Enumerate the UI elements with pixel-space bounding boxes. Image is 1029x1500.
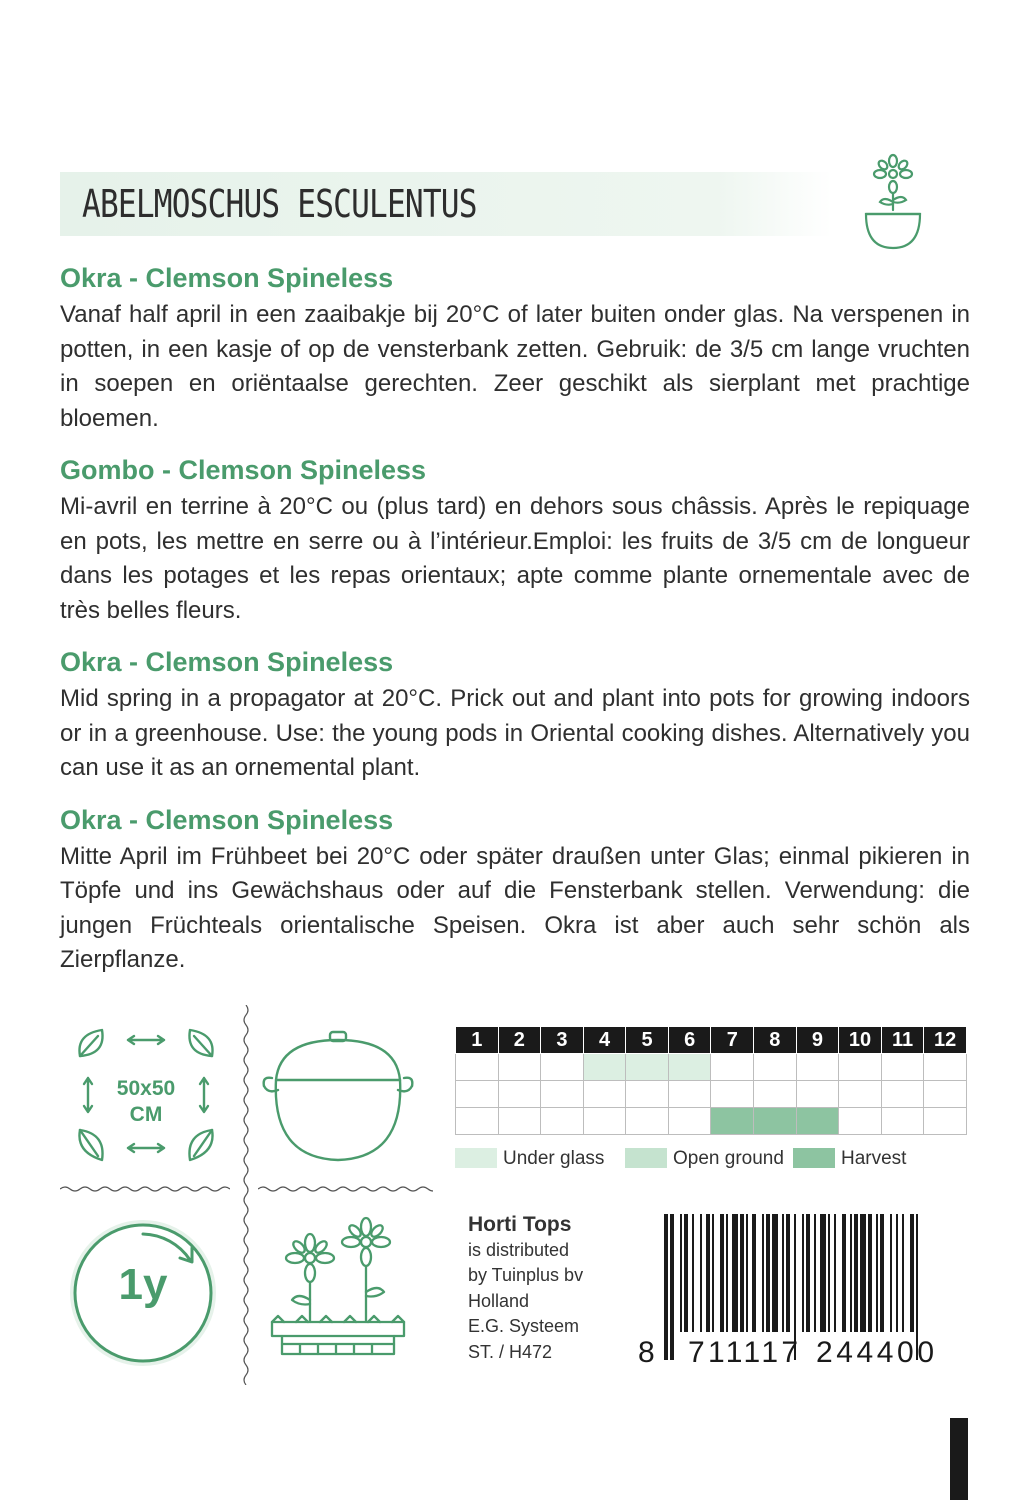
barcode-bar: [910, 1214, 914, 1332]
barcode-bar: [766, 1214, 770, 1332]
barcode-bar: [802, 1214, 804, 1332]
barcode-bar: [680, 1214, 682, 1332]
seedling-tray-icon: [262, 1212, 414, 1364]
barcode-bar: [786, 1214, 790, 1332]
calendar-cell: [498, 1081, 541, 1108]
calendar-cell: [583, 1108, 626, 1135]
barcode-bar: [834, 1214, 836, 1332]
calendar-cell: [541, 1081, 584, 1108]
month-header: 11: [881, 1027, 924, 1054]
calendar-cell: [924, 1081, 967, 1108]
barcode-bar: [854, 1214, 858, 1332]
month-header: 3: [541, 1027, 584, 1054]
calendar-row: [456, 1081, 967, 1108]
section-body: Mitte April im Frühbeet bei 20°C oder später draußen unter Glas; einmal pikieren in Töpfe und ins Gewächshaus oder auf die Fensterbank stellen. Verwendung: die jungen Früchteals orientalische Speisen. Okra ist aber auch sehr schön als Zierpflanze.: [60, 842, 970, 973]
barcode-bar: [860, 1214, 866, 1332]
barcode-bar: [828, 1214, 830, 1332]
barcode-bar: [868, 1214, 872, 1332]
distributor-line: ST. / H472: [468, 1341, 553, 1362]
section-body: Vanaf half april in een zaaibakje bij 20°C of later buiten onder glas. Na verspenen in potten, in een kasje of op de vensterbank zetten. Gebruik: de 3/5 cm lange vruchten in soepen en oriëntaalse gerechten. Zeer geschikt als sierplant met prachtige bloemen.: [60, 301, 970, 432]
barcode-bar: [726, 1214, 728, 1332]
calendar-cell: [924, 1108, 967, 1135]
leaf-icon: [189, 1030, 212, 1056]
barcode-bar: [772, 1214, 778, 1332]
calendar-row: [456, 1054, 967, 1081]
calendar-cell: [839, 1108, 882, 1135]
leaf-icon: [79, 1130, 102, 1160]
month-header: 6: [668, 1027, 711, 1054]
barcode-bar: [806, 1214, 810, 1332]
legend-label: Harvest: [841, 1148, 907, 1169]
barcode-bar: [746, 1214, 748, 1332]
calendar-cell: [796, 1108, 839, 1135]
legend-swatch: [455, 1148, 497, 1168]
barcode-bar: [820, 1214, 826, 1332]
calendar-cell: [796, 1054, 839, 1081]
barcode-bar: [732, 1214, 738, 1332]
barcode-bar: [902, 1214, 904, 1332]
barcode-bar: [850, 1214, 852, 1332]
calendar-cell: [711, 1081, 754, 1108]
calendar-table: [455, 1026, 967, 1135]
barcode-bar: [700, 1214, 702, 1332]
leaf-icon: [79, 1030, 102, 1056]
distributor-info: [468, 1212, 583, 1365]
section-german: [60, 800, 970, 978]
calendar-cell: [498, 1108, 541, 1135]
barcode-first-digit: 8: [638, 1336, 655, 1364]
calendar-cell: [711, 1054, 754, 1081]
calendar-cell: [754, 1081, 797, 1108]
section-title: Gombo - Clemson Spineless: [60, 455, 427, 485]
legend-swatch: [625, 1148, 667, 1168]
instruction-sections: [60, 258, 970, 992]
edge-mark: [950, 1418, 968, 1500]
barcode-bar: [814, 1214, 816, 1332]
calendar-cell: [668, 1081, 711, 1108]
legend-label: Under glass: [503, 1148, 605, 1169]
flower-pot-icon: [862, 152, 924, 250]
barcode-bar: [740, 1214, 744, 1332]
vertical-divider: [238, 1005, 254, 1385]
distributor-name: Horti Tops: [468, 1213, 572, 1236]
spacing-unit: CM: [129, 1103, 163, 1126]
distributor-line: by Tuinplus bv: [468, 1265, 584, 1285]
cycle-label: 1y: [118, 1260, 168, 1309]
barcode-bar: [782, 1214, 784, 1332]
barcode-bar: [692, 1214, 694, 1332]
horizontal-divider: [60, 1184, 230, 1194]
calendar-cell: [796, 1081, 839, 1108]
barcode-bar: [706, 1214, 710, 1332]
section-title: Okra - Clemson Spineless: [60, 647, 394, 677]
calendar-cell: [456, 1108, 499, 1135]
barcode-bar: [712, 1214, 714, 1332]
barcode-group-2: 244400: [816, 1336, 934, 1364]
calendar-cell: [541, 1054, 584, 1081]
barcode-bar: [762, 1214, 764, 1332]
month-header-row: [456, 1027, 967, 1054]
spacing-label: [102, 1076, 190, 1128]
barcode-bar: [876, 1214, 878, 1332]
calendar-cell: [456, 1081, 499, 1108]
barcode-group-1: 711117: [688, 1336, 798, 1364]
distributor-line: is distributed: [468, 1239, 570, 1260]
barcode-bar: [720, 1214, 724, 1332]
month-header: 8: [754, 1027, 797, 1054]
calendar-cell: [711, 1108, 754, 1135]
covered-pot-icon: [258, 1030, 418, 1170]
legend-label: Open ground: [673, 1148, 784, 1169]
calendar-cell: [881, 1108, 924, 1135]
month-header: 5: [626, 1027, 669, 1054]
botanical-name: ABELMOSCHUS ESCULENTUS: [82, 182, 477, 226]
calendar-cell: [839, 1054, 882, 1081]
calendar-cell: [498, 1054, 541, 1081]
calendar-cell: [881, 1054, 924, 1081]
calendar-row: [456, 1108, 967, 1135]
calendar-cell: [583, 1081, 626, 1108]
month-header: 7: [711, 1027, 754, 1054]
flower-icon: [286, 1234, 334, 1322]
calendar-cell: [754, 1054, 797, 1081]
barcode-bar: [752, 1214, 756, 1332]
section-body: Mi-avril en terrine à 20°C ou (plus tard) en dehors sous châssis. Après le repiquage en pots, les mettre en serre ou à l’intérieur.Emploi: les fruits de 3/5 cm de longueur dans les potages et les repas orientaux; apte comme plante ornementale avec de très belles fleurs.: [60, 493, 970, 624]
botanical-name-bar: [60, 172, 832, 236]
barcode-bar: [664, 1214, 668, 1360]
distributor-line: E.G. Systeem: [468, 1316, 580, 1336]
sowing-calendar: [455, 1026, 967, 1135]
month-header: 12: [924, 1027, 967, 1054]
calendar-cell: [754, 1108, 797, 1135]
legend-swatch: [793, 1148, 835, 1168]
distributor-line: Holland: [468, 1290, 530, 1311]
calendar-legend: [455, 1146, 975, 1172]
horizontal-divider: [258, 1184, 433, 1194]
barcode-bar: [890, 1214, 892, 1332]
barcode-bar: [842, 1214, 846, 1332]
calendar-cell: [456, 1054, 499, 1081]
section-title: Okra - Clemson Spineless: [60, 263, 394, 293]
barcode: [636, 1214, 966, 1364]
month-header: 4: [583, 1027, 626, 1054]
month-header: 1: [456, 1027, 499, 1054]
calendar-cell: [668, 1108, 711, 1135]
barcode-bar: [684, 1214, 688, 1332]
barcode-bar: [670, 1214, 674, 1360]
calendar-cell: [583, 1054, 626, 1081]
barcode-bar: [896, 1214, 898, 1332]
calendar-cell: [626, 1054, 669, 1081]
month-header: 10: [839, 1027, 882, 1054]
section-title: Okra - Clemson Spineless: [60, 804, 394, 835]
calendar-cell: [626, 1081, 669, 1108]
barcode-bar: [880, 1214, 884, 1332]
calendar-cell: [881, 1081, 924, 1108]
section-english: [60, 642, 970, 786]
calendar-cell: [626, 1108, 669, 1135]
section-french: [60, 450, 970, 628]
section-body: Mid spring in a propagator at 20°C. Prick out and plant into pots for growing indoors or in a greenhouse. Use: the young pods in Oriental cooking dishes. Alternatively you can use it as an ornemental plant.: [60, 685, 970, 781]
month-header: 2: [498, 1027, 541, 1054]
calendar-cell: [839, 1081, 882, 1108]
spacing-value: 50x50: [116, 1077, 176, 1100]
calendar-cell: [924, 1054, 967, 1081]
leaf-icon: [189, 1130, 212, 1160]
flower-icon: [342, 1218, 390, 1322]
month-header: 9: [796, 1027, 839, 1054]
calendar-cell: [668, 1054, 711, 1081]
section-dutch: [60, 258, 970, 436]
calendar-cell: [541, 1108, 584, 1135]
